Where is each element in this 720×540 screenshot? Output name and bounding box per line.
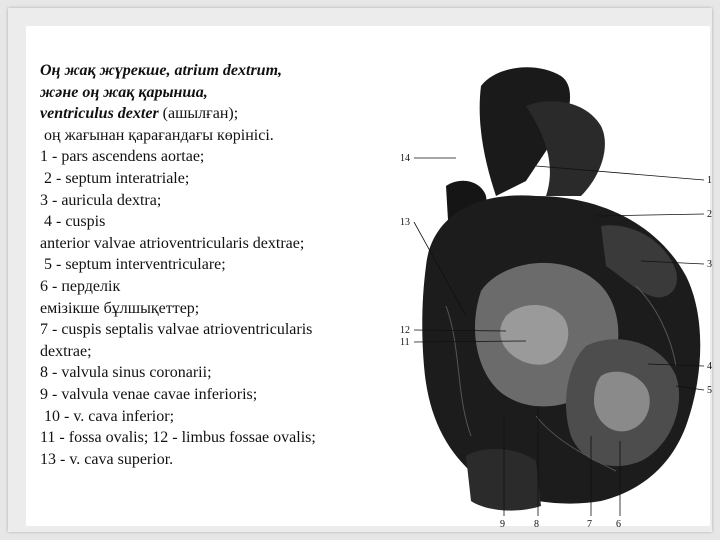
figure-label-7: 7 [587,519,592,530]
caption-item: 13 - v. cava superior. [40,450,174,468]
caption-subtitle: оң жағынан қарағандағы көрінісі. [40,126,274,144]
caption-title-note: (ашылған); [158,105,239,123]
caption-item: 7 - cuspis septalis valvae atrioventricularis [40,321,313,339]
caption-item: anterior valvae atrioventricularis dextrae; [40,234,305,252]
caption-item: 8 - valvula sinus coronarii; [40,364,212,382]
vena-cava-inferior-shape [466,449,541,511]
figure-label-1: 1 [707,175,712,186]
figure-label-4: 4 [707,361,712,372]
slide [8,8,712,532]
caption-item: 11 - fossa ovalis; 12 - limbus fossae ovalis; [40,429,316,447]
caption-item: емізікше бұлшықеттер; [40,299,200,317]
caption-title-line-3 [40,103,390,125]
caption-text [40,60,390,470]
caption-item: 9 - valvula venae cavae inferioris; [40,385,258,403]
caption-item: 2 - septum interatriale; [40,169,190,187]
heart-drawing [386,46,716,531]
caption-item: 5 - septum interventriculare; [40,256,226,274]
figure-label-5: 5 [707,385,712,396]
figure-label-11: 11 [400,337,410,348]
heart-illustration [386,46,716,531]
figure-label-3: 3 [707,259,712,270]
figure-label-12: 12 [400,325,410,336]
caption-item: dextrae; [40,342,92,360]
figure-label-13: 13 [400,217,410,228]
figure-label-2: 2 [707,209,712,220]
caption-title-term: ventriculus dexter [40,105,159,123]
figure-label-8: 8 [534,519,539,530]
content-card [26,26,712,530]
caption-title-line-1: Оң жақ жүрекше, atrium dextrum, [40,62,283,79]
caption-item: 1 - pars ascendens aortae; [40,148,205,166]
caption-item: 6 - перделік [40,277,121,295]
figure-label-14: 14 [400,153,410,164]
caption-item: 4 - cuspis [40,213,106,231]
figure-label-6: 6 [616,519,621,530]
figure-label-9: 9 [500,519,505,530]
caption-item: 3 - auricula dextra; [40,191,162,209]
caption-title-line-2: және оң жақ қарынша, [40,83,208,101]
caption-item: 10 - v. cava inferior; [40,407,175,425]
